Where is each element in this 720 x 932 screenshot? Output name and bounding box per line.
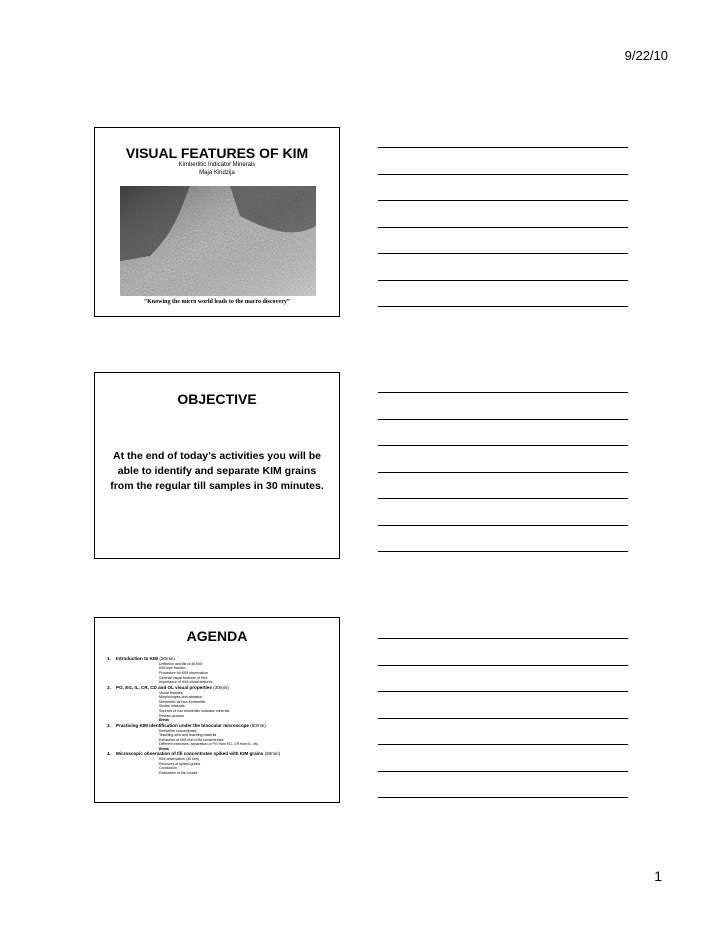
slide-agenda	[94, 617, 340, 803]
agenda-subitem: Review quizzes	[159, 713, 184, 718]
note-line	[378, 419, 628, 420]
agenda-subitem: Break	[159, 718, 169, 723]
agenda-subitem: Evaluation of the course	[159, 771, 198, 776]
page-number: 1	[654, 868, 662, 884]
note-line	[378, 472, 628, 473]
agenda-subitem: Conclusion	[159, 766, 177, 771]
note-line	[378, 797, 628, 798]
slide-title: OBJECTIVE	[177, 391, 257, 407]
slide-author: Maja Kiridzija	[199, 170, 235, 176]
note-line	[378, 280, 628, 281]
agenda-subitem: KIM size fraction	[159, 666, 186, 671]
note-line	[378, 691, 628, 692]
agenda-item-label: PG, EG, IL, CR, CD and OL visual properties	[116, 684, 212, 690]
note-line	[378, 174, 628, 175]
agenda-item-duration: (60min)	[248, 722, 266, 728]
agenda-item-label: Microscopic observation of till concentrates spiked with KIM grains	[116, 751, 264, 757]
agenda-subitem: Importance of KIM visual features	[159, 680, 213, 685]
note-line	[378, 392, 628, 393]
note-line	[378, 147, 628, 148]
agenda-item-duration: (60min)	[263, 751, 281, 757]
note-line	[378, 253, 628, 254]
agenda-subitem: Morphologies and abrasion	[159, 695, 203, 700]
agenda-subitem: General visual features of KIM	[159, 675, 208, 680]
note-line	[378, 638, 628, 639]
agenda-item-number: 4.	[107, 751, 111, 757]
agenda-subitem: Kimberlite concentrates	[159, 728, 197, 733]
agenda-subitem: Sources of non kimberlitic indicator minerals	[159, 708, 230, 713]
agenda-subitem: Extraction of KIM from KIM concentrates	[159, 737, 224, 742]
note-line	[378, 551, 628, 552]
agenda-item-duration: (30min)	[158, 656, 175, 661]
note-line	[378, 498, 628, 499]
slide-title: AGENDA	[186, 628, 248, 644]
note-line	[378, 718, 628, 719]
agenda-subitem: Definition and list of all KIM	[159, 661, 203, 666]
agenda-subitem: Different exercises: separation of PG from EG, CR from IL, etc.	[159, 742, 260, 747]
agenda-subitem: KIM observation (30 min)	[159, 757, 200, 762]
agenda-subitem: Procedure for KIM observation	[159, 670, 208, 675]
date-header: 9/22/10	[624, 48, 668, 63]
slide-quote: “Knowing the micro world leads to the macro discovery”	[144, 299, 290, 305]
agenda-item-number: 1.	[107, 656, 111, 661]
agenda-subitem: Teaching sets and teaching material	[159, 733, 217, 738]
slide-title: VISUAL FEATURES OF KIM	[125, 145, 309, 161]
objective-text: At the end of today’s activities you will be able to identify and separate KIM grains from the regular till samples in 30 minutes.	[110, 450, 324, 492]
note-line	[378, 744, 628, 745]
slide-subtitle: Kimberlitic Indicator Minerals	[178, 162, 256, 168]
agenda-subitem: Visual features	[159, 690, 183, 695]
note-line	[378, 200, 628, 201]
agenda-subitem: Recovery of spiked grains	[159, 761, 201, 766]
note-line	[378, 525, 628, 526]
mineral-grains-photo	[120, 186, 316, 296]
slide-visual-features	[94, 127, 340, 317]
note-line	[378, 771, 628, 772]
note-line	[378, 227, 628, 228]
agenda-item-label: Practicing KIM identification under the binocular microscope	[116, 722, 249, 728]
agenda-subitem: Kimberlitic vs Non Kimberlitic	[159, 699, 206, 704]
note-line	[378, 665, 628, 666]
agenda-item-duration: (30min)	[211, 684, 229, 690]
agenda-subitem: Break	[159, 746, 169, 751]
note-line	[378, 306, 628, 307]
agenda-item-number: 2.	[107, 684, 111, 690]
agenda-subitem: Similar minerals	[159, 704, 185, 709]
agenda-list	[107, 656, 333, 776]
agenda-item-label: Introduction to KIM	[116, 656, 159, 661]
slide-objective	[94, 372, 340, 559]
agenda-item-number: 3.	[107, 722, 111, 728]
note-line	[378, 445, 628, 446]
